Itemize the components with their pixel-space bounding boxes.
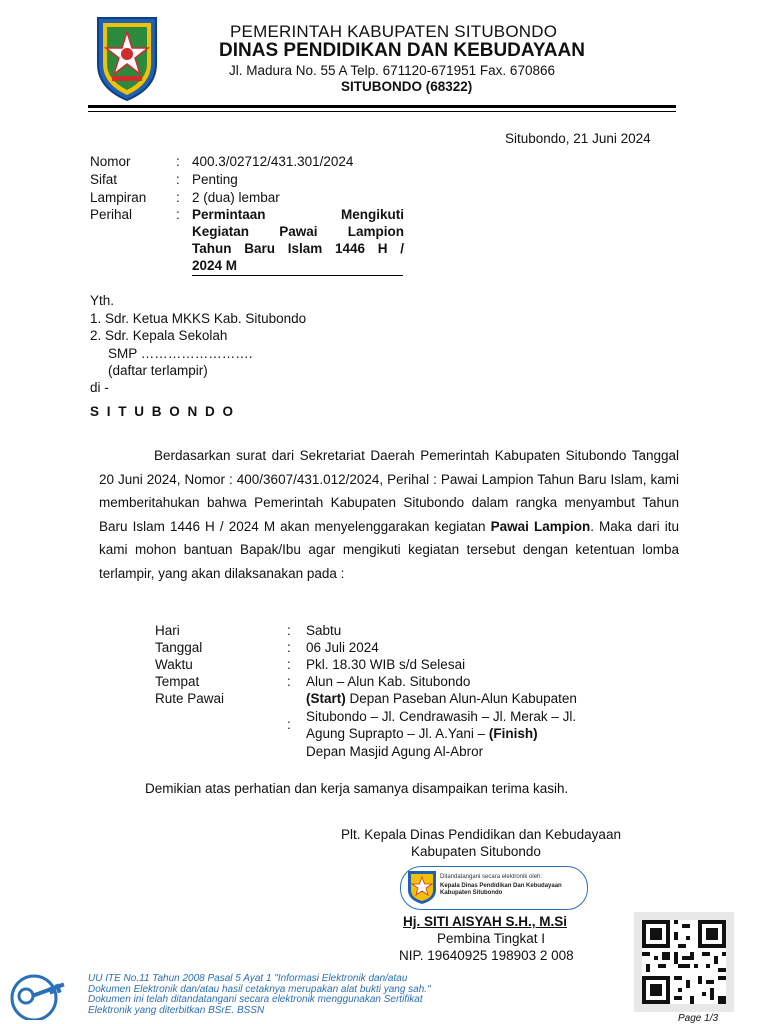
lampiran-colon: : [176,190,180,205]
perihal-line: 2024 M [192,258,238,273]
rute-colon: : [287,717,291,732]
perihal-line: Tahun Baru Islam 1446 H / [192,241,404,256]
body-text: Berdasarkan surat dari Sekretariat Daerah Pemerintah Kabupaten Situbondo Tanggal 20 Juni 2024, Nomor : 400/3607/431.012/2024, Perihal : Pawai Lampion Tahun Baru Islam, kami memberitahukan bahwa Pemerintah Kabupaten Situbondo dalam rangka menyambut Tahun Baru Islam 1446 H / 2024 M akan menyelenggarakan kegiatan [99,448,679,534]
tempat-value: Alun – Alun Kab. Situbondo [306,674,471,689]
recipient-yth: Yth. [90,293,115,308]
e-signature-office-line: Kepala Dinas Pendidikan Dan Kebudayaan [440,883,562,889]
rute-line: Situbondo – Jl. Cendrawasih – Jl. Merak – Jl. [306,709,577,724]
bsre-key-icon [8,968,76,1020]
legal-line: Dokumen ini telah ditandatangani secara elektronik menggunakan Sertifikat [88,994,423,1005]
rute-line: Depan Masjid Agung Al-Abror [306,744,484,759]
rute-text: Agung Suprapto – Jl. A.Yani – [306,726,489,741]
lampiran-label: Lampiran [90,190,147,205]
perihal-underline [192,275,403,276]
hari-colon: : [287,623,291,638]
legal-footer [88,974,431,1016]
header-government: PEMERINTAH KABUPATEN SITUBONDO [230,22,558,41]
signatory-rank: Pembina Tingkat I [437,931,546,946]
e-signature-office-line: Kabupaten Situbondo [440,890,503,896]
nomor-value: 400.3/02712/431.301/2024 [192,154,354,169]
waktu-colon: : [287,657,291,672]
header-agency: DINAS PENDIDIKAN DAN KEBUDAYAAN [219,40,585,61]
nomor-label: Nomor [90,154,131,169]
event-name: Pawai Lampion [490,518,591,534]
signatory-name: Hj. SITI AISYAH S.H., M.Si [403,914,568,929]
signatory-nip: NIP. 19640925 198903 2 008 [399,948,574,963]
qr-code-icon [634,912,734,1012]
rute-finish: (Finish) [488,726,538,741]
perihal-line: Permintaan Mengikuti [192,207,404,222]
rute-line [306,690,577,707]
page-number: Page 1/3 [678,1013,719,1024]
body-text: . Maka dari itu kami mohon bantuan Bapak/Ibu agar mengikuti kegiatan tersebut dengan ketentuan lomba terlampir, yang akan dilaksanakan pada : [99,518,679,581]
body-paragraph [99,444,679,585]
hari-value: Sabtu [306,623,342,638]
letter-date: Situbondo, 21 Juni 2024 [505,131,651,146]
tanggal-label: Tanggal [155,640,203,655]
waktu-label: Waktu [155,657,193,672]
lampiran-value: 2 (dua) lembar [192,190,280,205]
signatory-region: Kabupaten Situbondo [411,844,541,859]
perihal-colon: : [176,207,180,222]
recipient-item: 2. Sdr. Kepala Sekolah [90,328,228,343]
e-signature-office [440,883,562,897]
recipient-list-note: (daftar terlampir) [108,363,208,378]
waktu-value: Pkl. 18.30 WIB s/d Selesai [306,657,466,672]
perihal-line: Kegiatan Pawai Lampion [192,224,404,239]
rute-start: (Start) [306,691,346,706]
closing-text: Demikian atas perhatian dan kerja samanya disampaikan terima kasih. [145,781,569,796]
rute-text: Depan Paseban Alun-Alun Kabupaten [345,691,577,706]
header-city: SITUBONDO (68322) [341,79,473,94]
rute-label: Rute Pawai [155,691,225,706]
legal-line: Elektronik yang diterbitkan BSrE. BSSN [88,1004,265,1016]
e-signature-note: Ditandatangani secara elektronik oleh: [440,874,543,880]
legal-line: Dokumen Elektronik dan/atau hasil cetaknya merupakan alat bukti yang sah." [88,983,431,995]
header-address: Jl. Madura No. 55 A Telp. 671120-671951 Fax. 670866 [229,63,555,78]
header-divider-thick [88,105,676,108]
sifat-label: Sifat [90,172,118,187]
situbondo-crest-icon [92,14,162,102]
sifat-value: Penting [192,172,238,187]
nomor-colon: : [176,154,180,169]
signatory-title: Plt. Kepala Dinas Pendidikan dan Kebudayaan [341,827,621,842]
tanggal-value: 06 Juli 2024 [306,640,379,655]
tempat-label: Tempat [155,674,200,689]
legal-line: UU ITE No.11 Tahun 2008 Pasal 5 Ayat 1 "Informasi Elektronik dan/atau [88,973,408,984]
recipient-smp: SMP ……………………. [108,346,253,361]
perihal-value [192,206,404,274]
recipient-city: S I T U B O N D O [90,404,236,419]
perihal-label: Perihal [90,207,133,222]
tanggal-colon: : [287,640,291,655]
hari-label: Hari [155,623,180,638]
situbondo-crest-icon [404,868,440,906]
sifat-colon: : [176,172,180,187]
recipient-di: di - [90,380,109,395]
rute-line [306,725,538,742]
recipient-item: 1. Sdr. Ketua MKKS Kab. Situbondo [90,311,307,326]
tempat-colon: : [287,674,291,689]
header-divider-thin [88,111,676,112]
